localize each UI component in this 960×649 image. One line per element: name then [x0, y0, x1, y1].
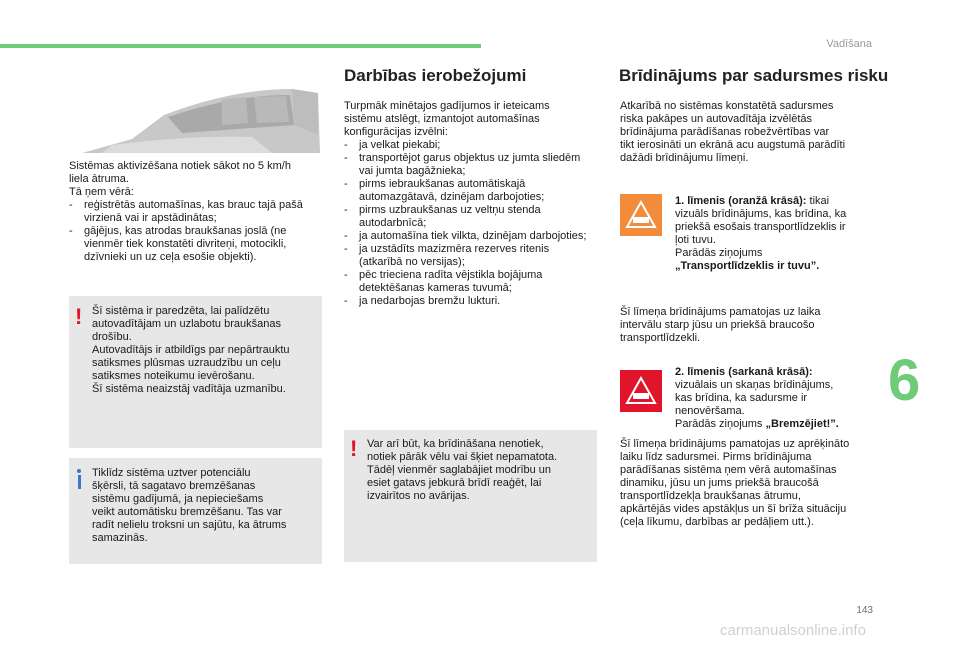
- list-item: - gājējus, kas atrodas braukšanas joslā (ne vienmēr tiek konstatēti divriteņi, motocikli, dzīvnieki un uz ceļa esošie objekti).: [69, 225, 321, 264]
- list-item: - pirms iebraukšanas automātiskajā automazgātavā, dzinējam darbojoties;: [344, 178, 590, 204]
- right-intro: Atkarībā no sistēmas konstatētā sadursmes riska pakāpes un autovadītāja izvēlētās brīdinājuma parādīšanas robežvērtības var tikt ierosināti un ekrānā acu augstumā parādīti dažādi brīdinājumu līmeņi.: [620, 100, 846, 164]
- level2-message: „Bremzējiet!”.: [765, 418, 839, 430]
- list-item: - ja automašīna tiek vilkta, dzinējam darbojoties;: [344, 230, 590, 243]
- chapter-number: 6: [888, 348, 921, 413]
- list-item: - ja velkat piekabi;: [344, 139, 590, 152]
- list-item: - ja nedarbojas bremžu lukturi.: [344, 295, 590, 308]
- warning-text: Var arī būt, ka brīdināšana nenotiek, notiek pārāk vēlu vai šķiet nepamatota. Tādēļ vienmēr saglabājiet modrību un esiet gatavs jebkurā brīdī reaģēt, lai izvairītos no avārijas.: [367, 438, 558, 502]
- section-title: Vadīšana: [826, 38, 872, 50]
- left-list: [69, 199, 321, 264]
- watermark: carmanualsonline.info: [720, 622, 866, 639]
- list-item: - reģistrētās automašīnas, kas brauc tajā pašā virzienā vai ir apstādinātas;: [69, 199, 321, 225]
- left-intro: Sistēmas aktivizēšana notiek sākot no 5 km/h liela ātruma. Tā ņem vērā:: [69, 160, 291, 198]
- info-text: Tiklīdz sistēma uztver potenciālu šķērsli, tā sagatavo bremzēšanas sistēmu gadījumā, ja nepieciešams veikt automātisku bremzēšanu. Tas var radīt nelielu troksni un sajūtu, ka ātrums samazinās.: [92, 467, 287, 544]
- list-item: - ja uzstādīts mazizmēra rezerves ritenis (atkarībā no versijas);: [344, 243, 590, 269]
- level1-warning-icon: [620, 194, 662, 236]
- list-item: - transportējot garus objektus uz jumta sliedēm vai jumta bagāžnieka;: [344, 152, 590, 178]
- warning-icon: !: [350, 436, 358, 461]
- page-number: 143: [856, 605, 873, 616]
- level2-text: 2. līmenis (sarkanā krāsā): vizuālais un skaņas brīdinājums, kas brīdina, ka sadursme ir nenovēršama. Parādās ziņojums „Bremzējiet!”.: [675, 366, 839, 430]
- level2-note: Šī līmeņa brīdinājums pamatojas uz aprēķināto laiku līdz sadursmei. Pirms brīdinājuma parādīšanas sistēma ņem vērā automašīnas dinamiku, jūsu un jums priekšā braucošā transportlīdzekļa braukšanas ātrumu, apkārtējās vides apstākļus un šī brīža situāciju (ceļa līkumu, darbības ar pedāļiem utt.).: [620, 438, 850, 528]
- level1-note: Šī līmeņa brīdinājums pamatojas uz laika intervālu starp jūsu un priekšā braucošo transportlīdzekli.: [620, 306, 821, 344]
- list-item: - pēc trieciena radīta vējstikla bojājuma detektēšanas kameras tuvumā;: [344, 269, 590, 295]
- level2-warning-icon: [620, 370, 662, 412]
- list-item: - pirms uzbraukšanas uz veltņu stenda autodarbnīcā;: [344, 204, 590, 230]
- level1-text: 1. līmenis (oranžā krāsā): tikai vizuāls brīdinājums, kas brīdina, ka priekšā esošais transportlīdzeklis ir ļoti tuvu. Parādās ziņojums „Transportlīdzeklis ir tuvu”.: [675, 195, 847, 272]
- collision-risk-title: Brīdinājums par sadursmes risku: [619, 66, 889, 85]
- warning-icon: !: [75, 304, 83, 329]
- car-illustration: [72, 75, 324, 155]
- level1-message: „Transportlīdzeklis ir tuvu”.: [675, 260, 820, 272]
- warning-text: Šī sistēma ir paredzēta, lai palīdzētu autovadītājam un uzlabotu braukšanas drošību. Autovadītājs ir atbildīgs par nepārtrauktu satiksmes plūsmas uzraudzību un ceļu satiksmes noteikumu ievērošanu. Šī sistēma neaizstāj vadītāja uzmanību.: [92, 305, 290, 395]
- info-icon: [77, 469, 81, 473]
- top-accent-bar: [0, 44, 481, 48]
- limitations-list: [344, 139, 590, 308]
- middle-intro: Turpmāk minētajos gadījumos ir ieteicams sistēmu atslēgt, izmantojot automašīnas konfigurācijas izvēlni:: [344, 100, 550, 138]
- limitations-title: Darbības ierobežojumi: [344, 66, 527, 85]
